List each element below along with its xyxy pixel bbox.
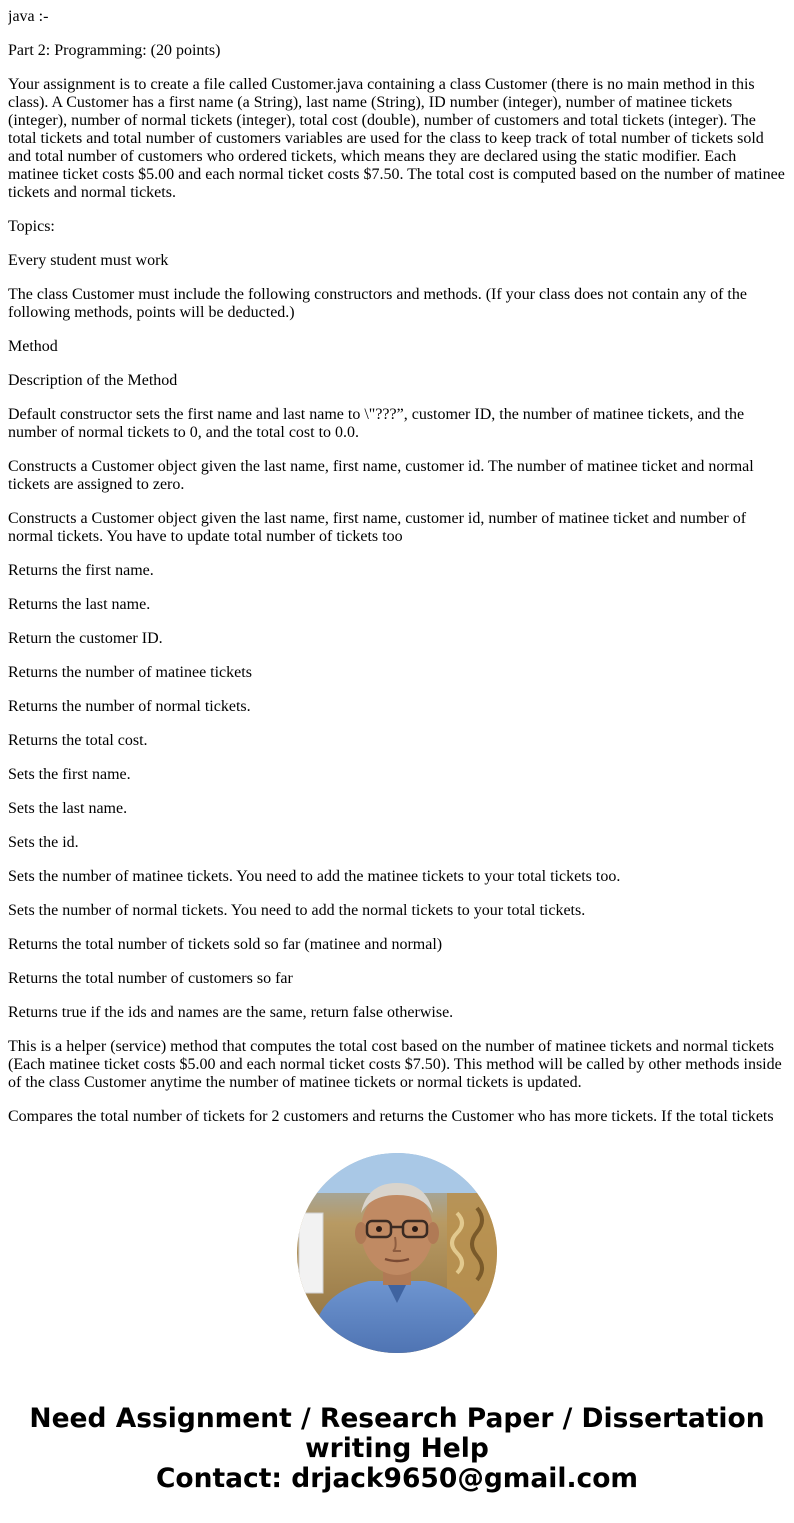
doc-method-set-matinee: Sets the number of matinee tickets. You need to add the matinee tickets to your total tickets too.	[8, 868, 621, 885]
doc-method-set-normal: Sets the number of normal tickets. You need to add the normal tickets to your total tickets.	[8, 902, 586, 919]
doc-method-set-id: Sets the id.	[8, 834, 79, 851]
doc-column-description: Description of the Method	[8, 372, 178, 389]
doc-method-total-tickets: Returns the total number of tickets sold so far (matinee and normal)	[8, 936, 443, 953]
doc-method-get-matinee: Returns the number of matinee tickets	[8, 664, 252, 681]
promo-subline: writing Help	[305, 1433, 489, 1464]
doc-method-get-first-name: Returns the first name.	[8, 562, 154, 579]
doc-method-default-constructor: Default constructor sets the first name and last name to \"???”, customer ID, the number of matinee tickets, and the number of normal tickets to 0, and the total cost to 0.0.	[8, 406, 745, 441]
doc-paragraph-assignment: Your assignment is to create a file called Customer.java containing a class Customer (there is no main method in this class). A Customer has a first name (a String), last name (String), ID number (integer), number of matinee tickets (integer), number of normal tickets (integer), total cost (double), number of customers and total tickets (integer). The total tickets and total number of customers variables are used for the class to keep track of total number of tickets sold and total number of customers who ordered tickets, which means they are declared using the static modifier. Each matinee ticket costs $5.00 and each normal ticket costs $7.50. The total cost is computed based on the number of matinee tickets and normal tickets.	[8, 76, 785, 201]
promo-banner	[0, 1404, 794, 1494]
doc-line-every-student: Every student must work	[8, 252, 169, 269]
doc-method-compare: Compares the total number of tickets for 2 customers and returns the Customer who has more tickets. If the total tickets	[8, 1108, 774, 1124]
doc-method-set-first-name: Sets the first name.	[8, 766, 131, 783]
avatar	[297, 1153, 497, 1353]
doc-method-get-total-cost: Returns the total cost.	[8, 732, 148, 749]
doc-method-get-id: Return the customer ID.	[8, 630, 163, 647]
doc-method-constructor-3args: Constructs a Customer object given the last name, first name, customer id. The number of matinee ticket and normal tickets are assigned to zero.	[8, 458, 754, 493]
doc-heading-part2: Part 2: Programming: (20 points)	[8, 42, 221, 59]
promo-contact: Contact: drjack9650@gmail.com	[155, 1463, 639, 1494]
doc-column-method: Method	[8, 338, 58, 355]
doc-method-constructor-5args: Constructs a Customer object given the last name, first name, customer id, number of matinee ticket and number of normal tickets. You have to update total number of tickets too	[8, 510, 747, 545]
doc-paragraph-requirements: The class Customer must include the following constructors and methods. (If your class does not contain any of the following methods, points will be deducted.)	[8, 286, 747, 321]
promo-headline: Need Assignment / Research Paper / Dissertation	[29, 1403, 765, 1434]
doc-line-language: java :-	[8, 8, 49, 25]
doc-method-total-customers: Returns the total number of customers so far	[8, 970, 293, 987]
doc-method-equals: Returns true if the ids and names are the same, return false otherwise.	[8, 1004, 454, 1021]
doc-label-topics: Topics:	[8, 218, 55, 235]
doc-method-compute-cost: This is a helper (service) method that computes the total cost based on the number of matinee tickets and normal tickets (Each matinee ticket costs $5.00 and each normal ticket costs $7.50). This method will be called by other methods inside of the class Customer anytime the number of matinee tickets or normal tickets is updated.	[8, 1038, 782, 1091]
avatar-photo	[297, 1153, 497, 1353]
document-body	[8, 0, 786, 1124]
doc-method-get-last-name: Returns the last name.	[8, 596, 151, 613]
doc-method-set-last-name: Sets the last name.	[8, 800, 128, 817]
doc-method-get-normal: Returns the number of normal tickets.	[8, 698, 251, 715]
